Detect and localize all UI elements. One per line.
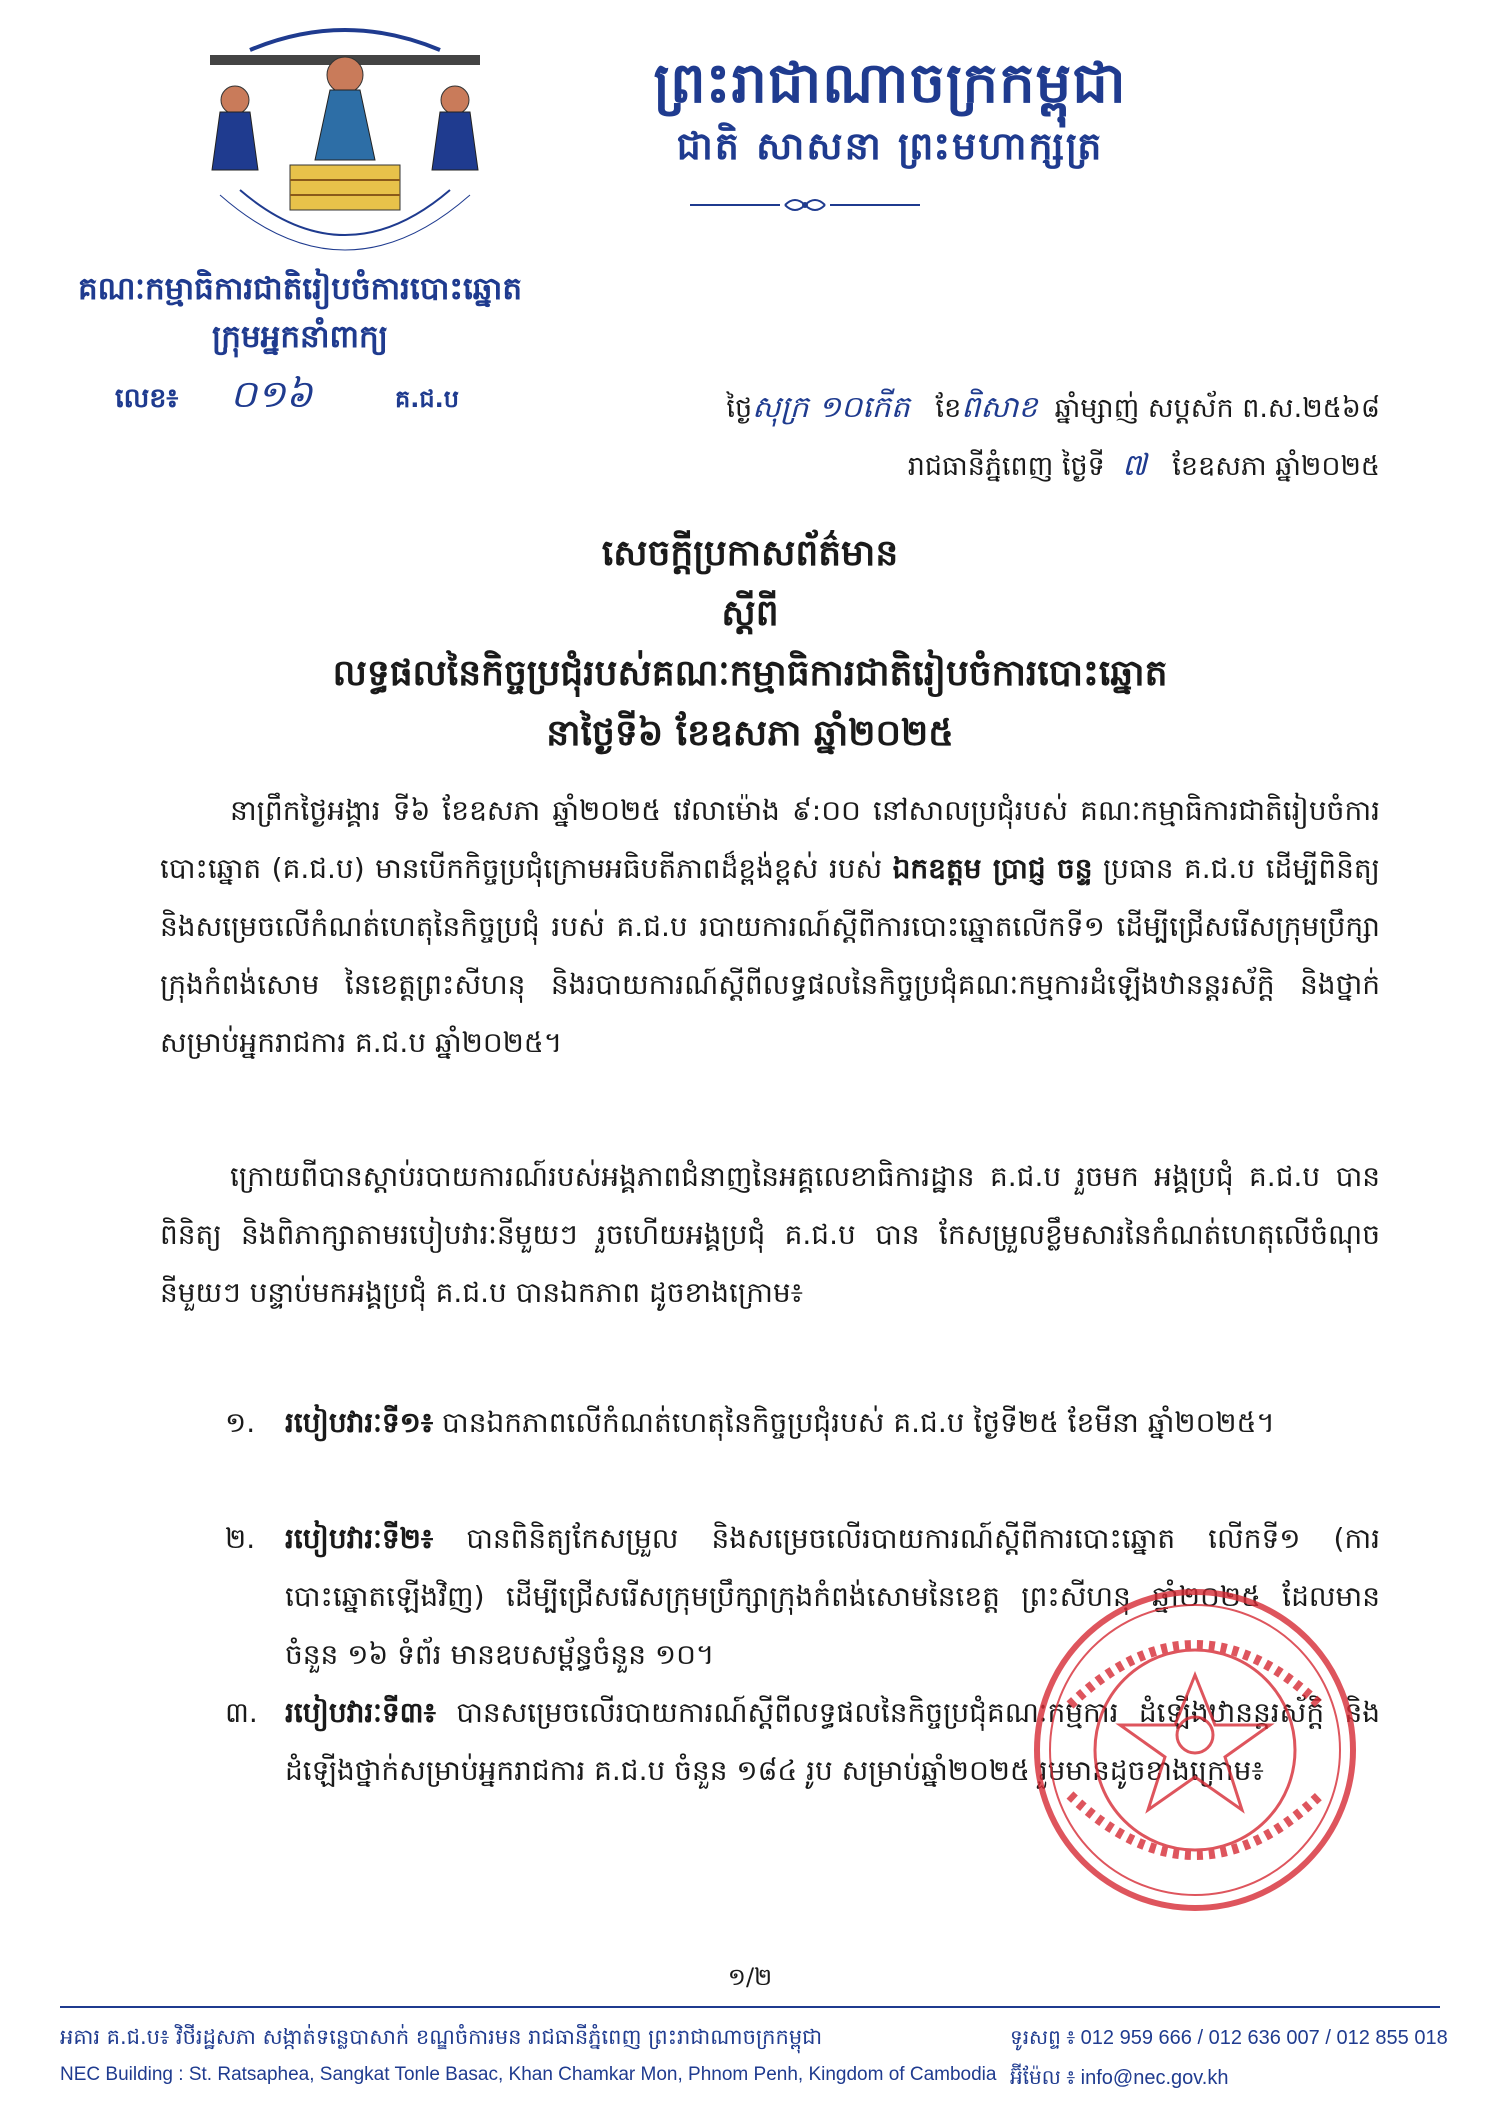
agenda-item-number: ១. (225, 1406, 256, 1439)
agenda-item-label: របៀបវារៈទី៣៖ (285, 1696, 436, 1729)
document-subtitle-about: ស្តីពី (721, 593, 779, 634)
footer-phone: ទូរសព្ទ ៖ 012 959 666 / 012 636 007 / 012 855 018 (1010, 2027, 1448, 2049)
agenda-item-number: ២. (225, 1522, 256, 1555)
greg-prefix: រាជធានីភ្នំពេញ ថ្ងៃទី (907, 451, 1105, 482)
paragraph-2 (160, 1148, 1380, 1322)
footer-email: អ៊ីម៉ែល ៖ info@nec.gov.kh (1010, 2067, 1229, 2089)
paragraph-1 (160, 782, 1380, 1072)
lunar-month-prefix: ខែ (935, 393, 962, 424)
ornament-divider-icon (690, 190, 920, 220)
footer-divider (60, 2006, 1440, 2008)
agenda-item-text: បានពិនិត្យកែសម្រួល និងសម្រេចលើរបាយការណ៍ស្តីពីការបោះឆ្នោត លើកទី១ (ការបោះឆ្នោតឡើងវិញ) ដើម្បីជ្រើសរើសក្រុមប្រឹក្សាក្រុងកំពង់សោមនៃខេត្ត ព្រះសីហនុ ឆ្នាំ២០២៥ ដែលមានចំនួន ១៦ ទំព័រ មានឧបសម្ព័ន្ធចំនួន ១០។ (285, 1522, 1380, 1671)
lunar-date (600, 388, 1380, 432)
lunar-month: ពិសាខ (961, 390, 1038, 425)
paragraph-1-a: នាព្រឹកថ្ងៃអង្គារ ទី៦ ខែឧសភា ឆ្នាំ២០២៥ វេលាម៉ោង ៩:០០ នៅសាលប្រជុំរបស់ គណៈកម្មាធិការជាតិរៀបចំការបោះឆ្នោត (គ.ជ.ប) មានបើកកិច្ចប្រជុំក្រោមអធិបតីភាពដ៏ខ្ពង់ខ្ពស់ របស់ (160, 794, 1380, 885)
department-name: ក្រុមអ្នកនាំពាក្យ (212, 319, 388, 355)
chairman-name: ឯកឧត្តម ប្រាជ្ញ ចន្ទ (892, 852, 1093, 885)
agenda-item-1 (225, 1394, 1380, 1452)
reference-suffix: គ.ជ.ប (395, 385, 459, 413)
agenda-item-text: បានសម្រេចលើរបាយការណ៍ស្តីពីលទ្ធផលនៃកិច្ចប្រជុំគណៈកម្មការ ដំឡើងឋានន្តរស័ក្តិ និងដំឡើងថ្នាក់សម្រាប់អ្នករាជការ គ.ជ.ប ចំនួន ១៨៤ រូប សម្រាប់ឆ្នាំ២០២៥ រួមមានដូចខាងក្រោម៖ (285, 1696, 1380, 1787)
official-seal-stamp-icon (1030, 1585, 1360, 1915)
national-motto: ជាតិ សាសនា ព្រះមហាក្សត្រ (676, 124, 1104, 168)
paragraph-2-text: ក្រោយពីបានស្តាប់របាយការណ៍របស់អង្គភាពជំនាញនៃអគ្គលេខាធិការដ្ឋាន គ.ជ.ប រួចមក អង្គប្រជុំ គ.ជ.ប បានពិនិត្យ និងពិភាក្សាតាមរបៀបវារៈនីមួយៗ រួចហើយអង្គប្រជុំ គ.ជ.ប បាន កែសម្រួលខ្លឹមសារនៃកំណត់ហេតុលើចំណុចនីមួយៗ បន្ទាប់មកអង្គប្រជុំ គ.ជ.ប បានឯកភាព ដូចខាងក្រោម៖ (160, 1160, 1380, 1309)
footer-address-english: NEC Building : St. Ratsaphea, Sangkat Tonle Basac, Khan Chamkar Mon, Phnom Penh, Kingdom of Cambodia (60, 2064, 997, 2085)
agenda-item-label: របៀបវារៈទី១៖ (285, 1406, 434, 1439)
greg-day: ៧ (1121, 448, 1147, 483)
reference-label: លេខ៖ (115, 383, 179, 414)
reference-number: ០១៦ (230, 372, 313, 416)
nec-logo-icon (180, 20, 510, 270)
organization-name: គណៈកម្មាធិការជាតិរៀបចំការបោះឆ្នោត (77, 271, 523, 307)
kingdom-title: ព្រះរាជាណាចក្រកម្ពុជា (653, 51, 1127, 116)
lunar-day: សុក្រ ១០កើត (752, 390, 910, 425)
page-number: ១/២ (727, 1963, 773, 1991)
paragraph-1-b: ប្រធាន គ.ជ.ប ដើម្បីពិនិត្យ និងសម្រេចលើកំណត់ហេតុនៃកិច្ចប្រជុំ របស់ គ.ជ.ប របាយការណ៍ស្តីពីការបោះឆ្នោតលើកទី១ ដើម្បីជ្រើសរើសក្រុមប្រឹក្សាក្រុងកំពង់សោម នៃខេត្តព្រះសីហនុ និងរបាយការណ៍ស្តីពីលទ្ធផលនៃកិច្ចប្រជុំគណៈកម្មការដំឡើងឋានន្តរស័ក្តិ និងថ្នាក់សម្រាប់អ្នករាជការ គ.ជ.ប ឆ្នាំ២០២៥។ (160, 852, 1381, 1059)
document-subject: លទ្ធផលនៃកិច្ចប្រជុំរបស់គណៈកម្មាធិការជាតិរៀបចំការបោះឆ្នោត (332, 653, 1168, 694)
footer-address-khmer: អគារ គ.ជ.ប៖ វិថីរដ្ឋសភា សង្កាត់ទន្លេបាសាក់ ខណ្ឌចំការមន រាជធានីភ្នំពេញ ព្រះរាជាណាចក្រកម្ពុជា (60, 2025, 823, 2049)
greg-rest: ខែឧសភា ឆ្នាំ២០២៥ (1172, 451, 1380, 482)
gregorian-date (600, 446, 1380, 490)
agenda-item-number: ៣. (225, 1696, 258, 1729)
lunar-prefix: ថ្ងៃ (726, 393, 753, 424)
document-title: សេចក្តីប្រកាសព័ត៌មាន (601, 533, 899, 574)
agenda-item-text: បានឯកភាពលើកំណត់ហេតុនៃកិច្ចប្រជុំរបស់ គ.ជ.ប ថ្ងៃទី២៥ ខែមីនា ឆ្នាំ២០២៥។ (442, 1406, 1275, 1439)
document-subject-date: នាថ្ងៃទី៦ ខែឧសភា ឆ្នាំ២០២៥ (546, 713, 954, 754)
agenda-item-label: របៀបវារៈទី២៖ (285, 1522, 434, 1555)
lunar-year: ឆ្នាំម្សាញ់ សប្តស័ក ព.ស.២៥៦៨ (1054, 393, 1380, 424)
